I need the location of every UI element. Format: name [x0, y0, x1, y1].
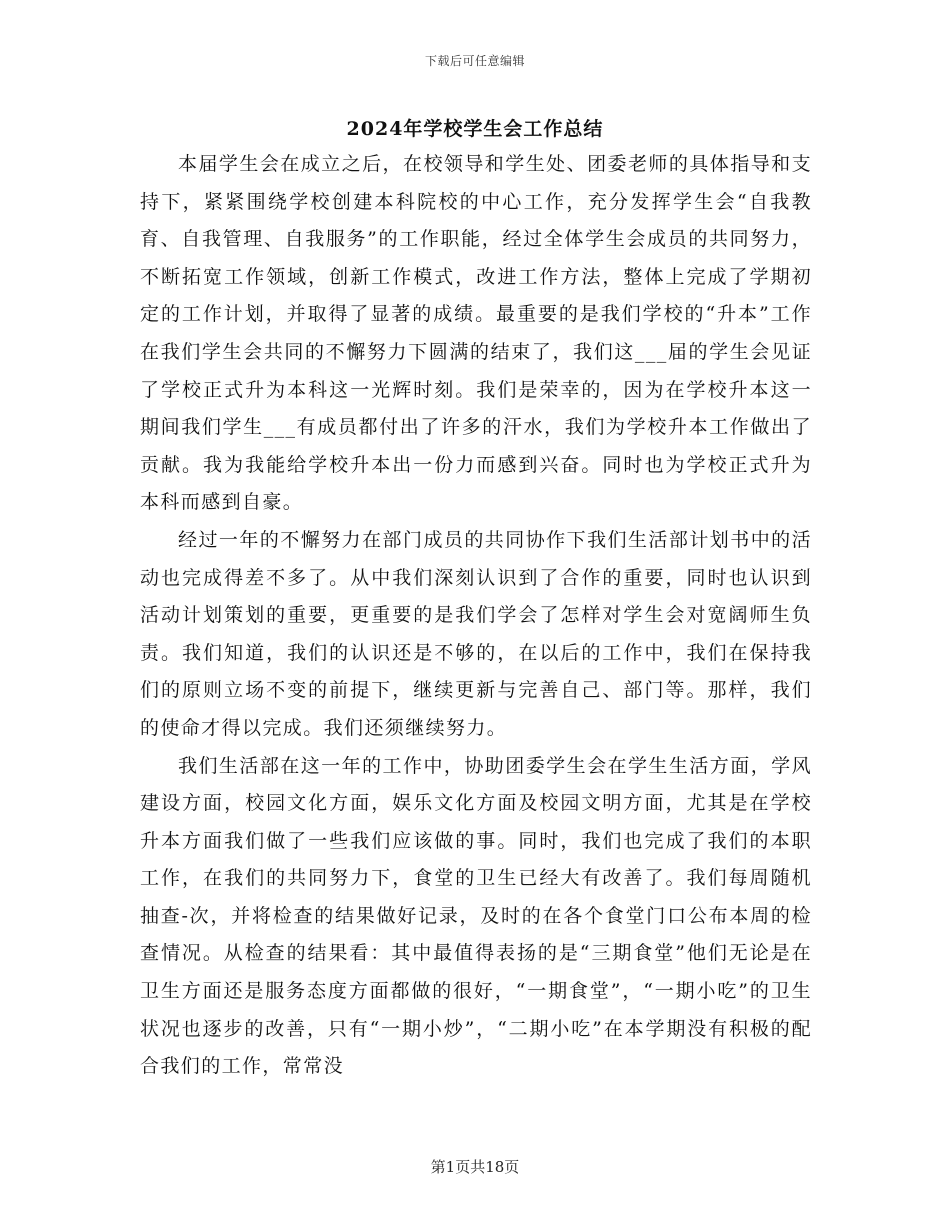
document-body [140, 146, 812, 1086]
document-title: 2024年学校学生会工作总结 [346, 118, 604, 140]
header-note: 下载后可任意编辑 [424, 54, 525, 68]
paragraph-2: 经过一年的不懈努力在部门成员的共同协作下我们生活部计划书中的活动也完成得差不多了。从中我们深刻认识到了合作的重要，同时也认识到活动计划策划的重要，更重要的是我们学会了怎样对学生会对宽阔师生负责。我们知道，我们的认识还是不够的，在以后的工作中，我们在保持我们的原则立场不变的前提下，继续更新与完善自己、部门等。那样，我们的使命才得以完成。我们还须继续努力。 [140, 528, 812, 739]
paragraph-3: 我们生活部在这一年的工作中，协助团委学生会在学生生活方面，学风建设方面，校园文化方面，娱乐文化方面及校园文明方面，尤其是在学校升本方面我们做了一些我们应该做的事。同时，我们也完成了我们的本职工作，在我们的共同努力下，食堂的卫生已经大有改善了。我们每周随机抽查-次，并将检查的结果做好记录，及时的在各个食堂门口公布本周的检查情况。从检查的结果看：其中最值得表扬的是“三期食堂”他们无论是在卫生方面还是服务态度方面都做的很好，“一期食堂”，“一期小吃”的卫生状况也逐步的改善，只有“一期小炒”，“二期小吃”在本学期没有积极的配合我们的工作，常常没 [140, 754, 812, 1078]
page-number-footer: 第1页共18页 [430, 1158, 520, 1176]
paragraph-1: 本届学生会在成立之后，在校领导和学生处、团委老师的具体指导和支持下，紧紧围绕学校创建本科院校的中心工作，充分发挥学生会“自我教育、自我管理、自我服务”的工作职能，经过全体学生会成员的共同努力，不断拓宽工作领域，创新工作模式，改进工作方法，整体上完成了学期初定的工作计划，并取得了显著的成绩。最重要的是我们学校的“升本”工作在我们学生会共同的不懈努力下圆满的结束了，我们这___届的学生会见证了学校正式升为本科这一光辉时刻。我们是荣幸的，因为在学校升本这一期间我们学生___有成员都付出了许多的汗水，我们为学校升本工作做出了贡献。我为我能给学校升本出一份力而感到兴奋。同时也为学校正式升为本科而感到自豪。 [140, 153, 812, 514]
